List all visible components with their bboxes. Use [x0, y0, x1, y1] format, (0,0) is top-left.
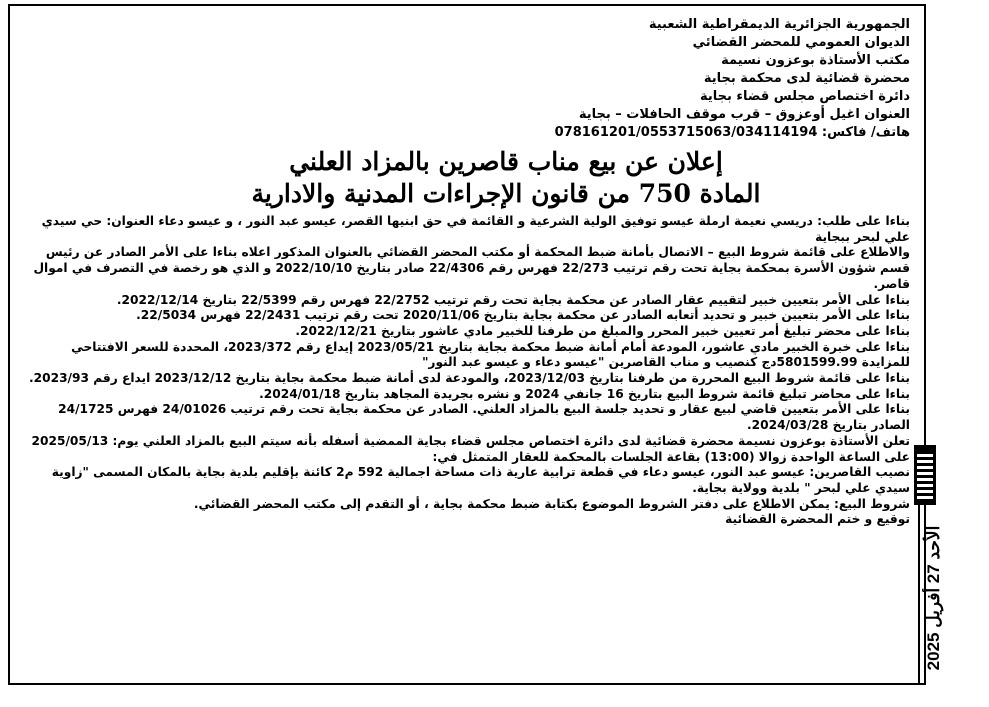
body-paragraph: نصيب القاصرين: عيسو عبد النور، عيسو دعاء في قطعة ترابية عارية ذات مساحة اجمالية 592 م2 كائنة بإقليم بلدية بجاية بالمكان المسمى "زاوية سيدي علي لبحر " بلدية وولاية بجاية.: [51, 465, 910, 495]
header-line: هاتف/ فاكس: 078161201/0553715063/034114194: [554, 125, 910, 140]
body-paragraph: بناءا على الأمر بتعيين خبير و تحديد أتعابه الصادر عن محكمة بجاية بتاريخ 2020/11/06 تحت رقم ترتيب 22/2431 فهرس 22/5034.: [136, 308, 910, 323]
body-paragraph: تعلن الأستاذة بوعزون نسيمة محضرة قضائية لدى دائرة اختصاص مجلس قضاء بجاية الممضية أسفله بأنه سيتم البيع بالمزاد العلني يوم: 2025/05/13 على الساعة الواحدة زوالا (13:00) بقاعة الجلسات بالمحكمة للعقار المتمثل في:: [31, 433, 910, 464]
body-paragraph: شروط البيع: يمكن الاطلاع على دفتر الشروط الموضوع بكتابة ضبط محكمة بجاية ، أو التقدم إلى مكتب المحضر القضائي.: [193, 496, 910, 511]
title-line-2: المادة 750 من قانون الإجراءات المدنية والادارية: [251, 179, 761, 208]
header-line: مكتب الأستاذة بوعزون نسيمة: [721, 53, 910, 68]
body-paragraph: بناءا على محضر تبليغ أمر تعيين خبير المحرر والمبلغ من طرفنا للخبير مادي عاشور بتاريخ 2022/12/21.: [295, 323, 910, 338]
side-divider: [918, 505, 920, 685]
body-paragraph: بناءا على الأمر بتعيين خبير لتقييم عقار الصادر عن محكمة بجاية تحت رقم ترتيب 22/2752 فهرس رقم 22/5399 بتاريخ 2022/12/14.: [116, 292, 910, 307]
header-line: الديوان العمومي للمحضر القضائي: [692, 35, 910, 50]
notice-title: [22, 146, 910, 210]
body-paragraph: والاطلاع على قائمة شروط البيع – الاتصال بأمانة ضبط المحكمة أو مكتب المحضر القضائي بالعنوان المذكور اعلاه بناءا على الأمر الصادر عن رئيس قسم شؤون الأسرة بمحكمة بجاية تحت رقم ترتيب 22/273 فهرس رقم 22/4306 صادر بتاريخ 2022/10/10 و الذي هو رخصة في التصرف في اموال قاصر.: [33, 245, 910, 291]
signature-line: توقيع و ختم المحضرة القضائية: [725, 512, 910, 527]
legal-notice: [22, 16, 910, 528]
header-line: العنوان اغيل أوعزوق – قرب موقف الحافلات – بجاية: [578, 107, 910, 122]
office-header: [440, 16, 910, 142]
notice-body: [22, 214, 910, 528]
issue-date: الأحد 27 أفريل 2025: [924, 525, 943, 671]
body-paragraph: بناءا على طلب: دريسي نعيمة ارملة عيسو توفيق الولية الشرعية و القائمة في حق ابنيها القصر، عيسو عبد النور ، و عيسو دعاء العنوان: حي سيدي علي لبحر ببجاية: [41, 214, 910, 244]
newspaper-logo-icon: [914, 445, 936, 505]
body-paragraph: بناءا على خبرة الخبير مادي عاشور، المودعة أمام أمانة ضبط محكمة بجاية بتاريخ 2023/05/21 إيداع رقم 2023/372، المحددة للسعر الافتتاحي للمزايدة 5801599.99دج كنصيب و مناب القاصرين "عيسو دعاء و عيسو عبد النور": [71, 339, 910, 370]
body-paragraph: بناءا على قائمة شروط البيع المحررة من طرفنا بتاريخ 2023/12/03، والمودعة لدى أمانة ضبط محكمة بجاية بتاريخ 2023/12/12 ايداع رقم 2023/93.: [28, 371, 910, 386]
body-paragraph: بناءا على الأمر بتعيين قاضي لبيع عقار و تحديد جلسة البيع بالمزاد العلني. الصادر عن محكمة بجاية تحت رقم ترتيب 24/01026 فهرس 24/1725 الصادر بتاريخ 2024/03/28.: [58, 402, 910, 433]
title-line-1: إعلان عن بيع مناب قاصرين بالمزاد العلني: [289, 147, 723, 176]
header-line: دائرة اختصاص مجلس قضاء بجاية: [699, 89, 910, 104]
header-line: محضرة قضائية لدى محكمة بجاية: [703, 71, 910, 86]
body-paragraph: بناءا على محاضر تبليغ قائمة شروط البيع بتاريخ 16 جانفي 2024 و نشره بجريدة المجاهد بتاريخ 2024/01/18.: [259, 386, 910, 401]
header-line: الجمهورية الجزائرية الديمقراطية الشعبية: [648, 17, 910, 32]
